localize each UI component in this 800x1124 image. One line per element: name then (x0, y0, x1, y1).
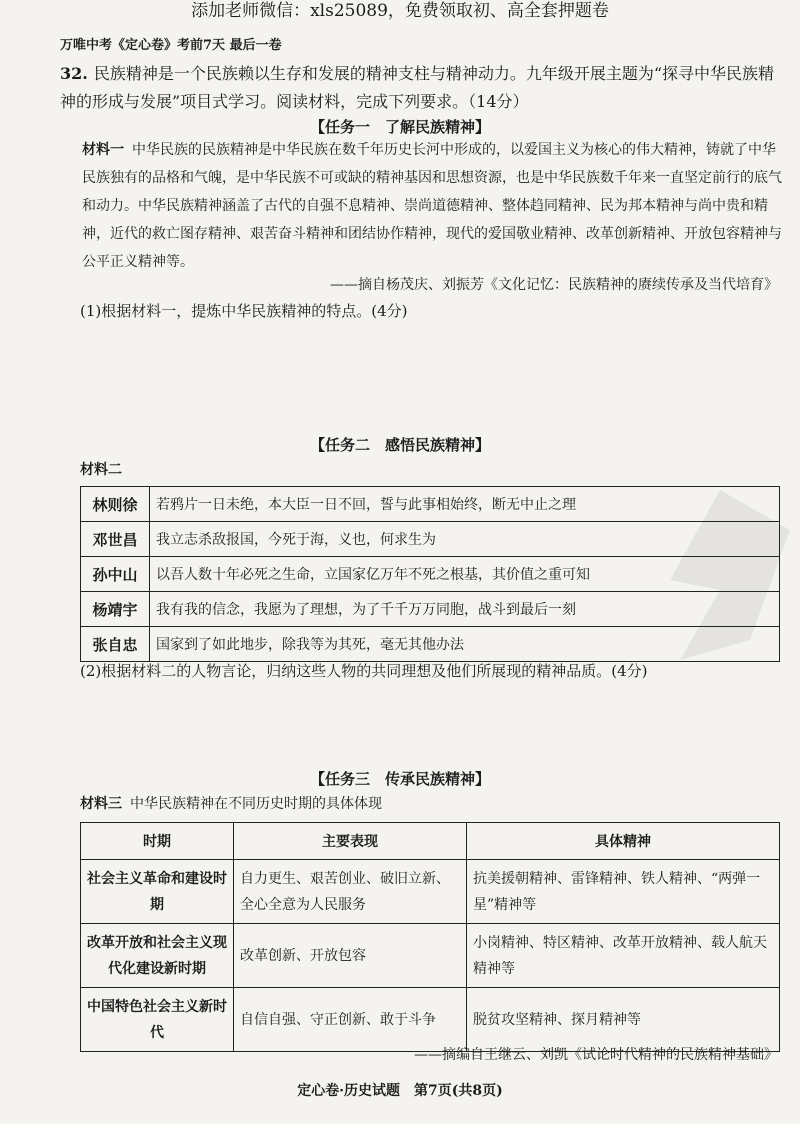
person-name: 杨靖宇 (81, 592, 150, 627)
person-name: 邓世昌 (81, 522, 150, 557)
table-header-row (81, 823, 780, 860)
material-one (82, 136, 782, 276)
table-row (81, 860, 780, 924)
expression-cell: 改革创新、开放包容 (234, 924, 467, 988)
person-quote: 我立志杀敌报国，今死于海，义也，何求生为 (150, 522, 780, 557)
material-one-label: 材料一 (82, 142, 124, 158)
material-two-label: 材料二 (80, 462, 122, 478)
task2-title: 【任务二 感悟民族精神】 (309, 436, 490, 454)
person-quote: 若鸦片一日未绝，本大臣一日不回，誓与此事相始终，断无中止之理 (150, 487, 780, 522)
column-header-period: 时期 (81, 823, 234, 860)
question-intro-text: 民族精神是一个民族赖以生存和发展的精神支柱与精神动力。九年级开展主题为“探寻中华民族精神的形成与发展”项目式学习。阅读材料，完成下列要求。（14分） (60, 64, 775, 111)
spirit-cell: 抗美援朝精神、雷锋精神、铁人精神、“两弹一星”精神等 (467, 860, 780, 924)
material-three-heading (80, 790, 780, 818)
subquestion-1: (1)根据材料一，提炼中华民族精神的特点。(4分) (80, 302, 408, 320)
task3-title: 【任务三 传承民族精神】 (309, 770, 490, 788)
material-three-caption: 中华民族精神在不同历史时期的具体体现 (130, 796, 382, 812)
person-name: 孙中山 (81, 557, 150, 592)
period-cell: 社会主义革命和建设时期 (81, 860, 234, 924)
person-quote: 国家到了如此地步，除我等为其死，毫无其他办法 (150, 627, 780, 662)
expression-cell: 自力更生、艰苦创业、破旧立新、全心全意为人民服务 (234, 860, 467, 924)
table-row (81, 557, 780, 592)
column-header-spirit: 具体精神 (467, 823, 780, 860)
person-quote: 我有我的信念，我愿为了理想，为了千千万万同胞，战斗到最后一刻 (150, 592, 780, 627)
material-three-table (80, 822, 780, 1052)
table-row (81, 487, 780, 522)
exam-header: 万唯中考《定心卷》考前7天 最后一卷 (60, 38, 282, 53)
subquestion-2: (2)根据材料二的人物言论，归纳这些人物的共同理想及他们所展现的精神品质。(4分) (80, 662, 648, 680)
question-number: 32. (60, 64, 88, 83)
spirit-cell: 小岗精神、特区精神、改革开放精神、载人航天精神等 (467, 924, 780, 988)
material-three-label: 材料三 (80, 796, 122, 812)
table-row (81, 627, 780, 662)
person-name: 林则徐 (81, 487, 150, 522)
person-quote: 以吾人数十年必死之生命，立国家亿万年不死之根基，其价值之重可知 (150, 557, 780, 592)
material-one-text: 中华民族的民族精神是中华民族在数千年历史长河中形成的，以爱国主义为核心的伟大精神，铸就了中华民族独有的品格和气魄，是中华民族不可或缺的精神基因和思想资源，也是中华民族数千年来一直坚定前行的底气和动力。中华民族精神涵盖了古代的自强不息精神、崇尚道德精神、整体趋同精神、民为邦本精神与尚中贵和精神，近代的救亡图存精神、艰苦奋斗精神和团结协作精神，现代的爱国敬业精神、改革创新精神、开放包容精神与公平正义精神等。 (82, 142, 782, 270)
period-cell: 中国特色社会主义新时代 (81, 988, 234, 1052)
material-three-source: ——摘编自王继云、刘凯《试论时代精神的民族精神基础》 (414, 1047, 778, 1063)
task1-title: 【任务一 了解民族精神】 (309, 118, 490, 136)
expression-cell: 自信自强、守正创新、敢于斗争 (234, 988, 467, 1052)
person-name: 张自忠 (81, 627, 150, 662)
period-cell: 改革开放和社会主义现代化建设新时期 (81, 924, 234, 988)
table-row (81, 924, 780, 988)
table-row (81, 592, 780, 627)
table-row (81, 522, 780, 557)
material-one-source: ——摘自杨茂庆、刘振芳《文化记忆：民族精神的赓续传承及当代培育》 (330, 277, 778, 293)
page-footer: 定心卷·历史试题 第7页(共8页) (297, 1083, 503, 1099)
watermark-text: 添加老师微信：xls25089，免费领取初、高全套押题卷 (191, 1, 609, 21)
spirit-cell: 脱贫攻坚精神、探月精神等 (467, 988, 780, 1052)
table-row (81, 988, 780, 1052)
material-two-table (80, 486, 780, 662)
question-intro (60, 60, 780, 116)
column-header-expression: 主要表现 (234, 823, 467, 860)
